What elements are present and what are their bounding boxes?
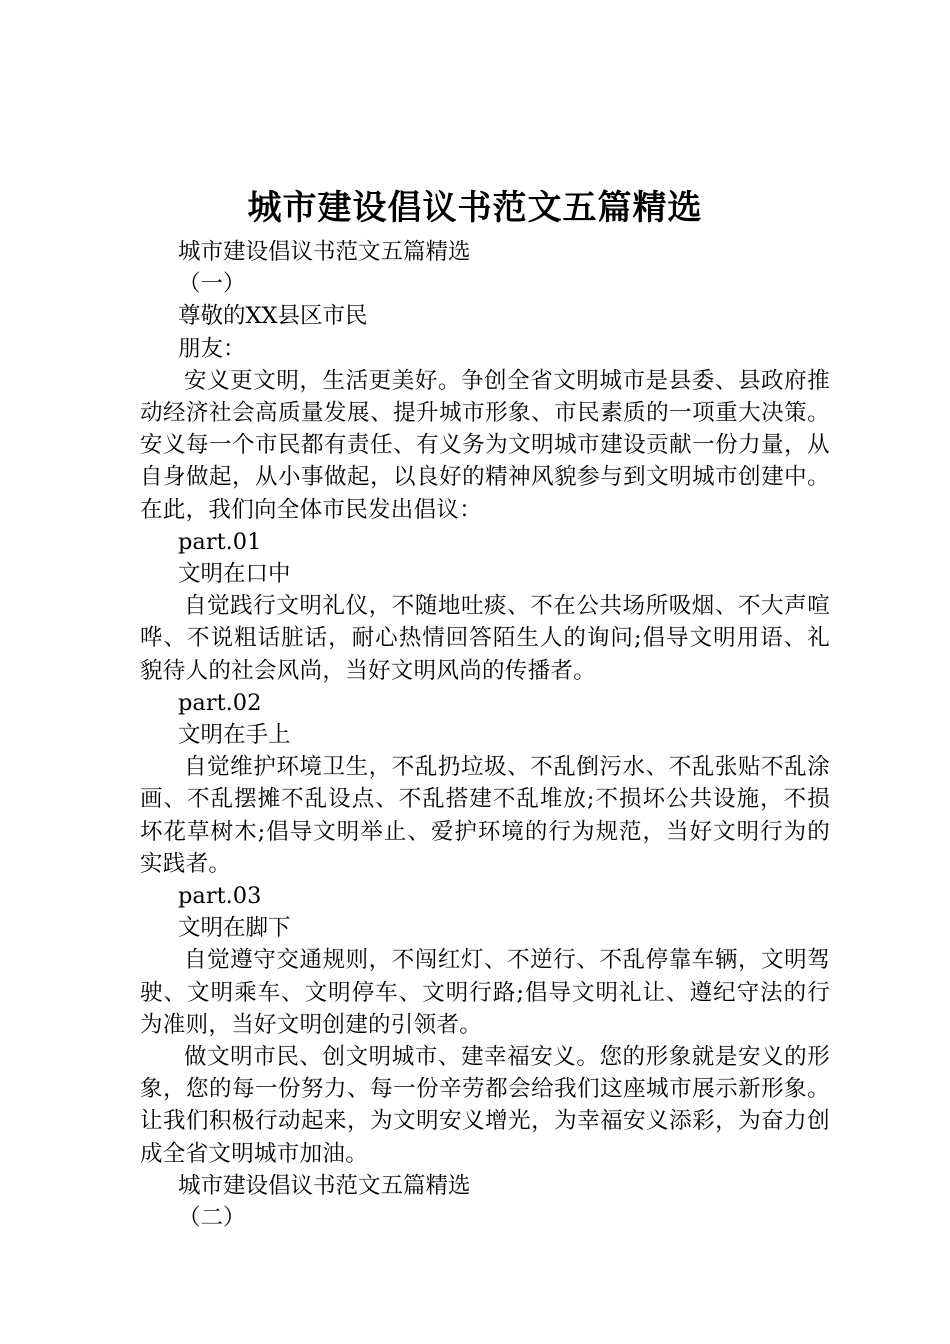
- salutation-line: 尊敬的XX县区市民: [178, 303, 368, 330]
- paragraph-intro: 安义更文明，生活更美好。争创全省文明城市是县委、县政府推动经济社会高质量发展、提升城市形象、市民素质的一项重大决策。安义每一个市民都有责任、有义务为文明城市建设贡献一份力量，从自身做起，从小事做起，以良好的精神风貌参与到文明城市创建中。在此，我们向全体市民发出倡议：: [140, 367, 830, 523]
- part-heading: 文明在口中: [178, 561, 291, 588]
- subtitle-line: 城市建设倡议书范文五篇精选: [178, 239, 471, 265]
- salutation-line: 朋友：: [178, 335, 246, 362]
- part-heading: 文明在脚下: [178, 915, 291, 942]
- subtitle-line: 城市建设倡议书范文五篇精选: [178, 1172, 471, 1199]
- part-label: part.01: [178, 528, 262, 555]
- part-label: part.02: [178, 689, 262, 716]
- document-title: 城市建设倡议书范文五篇精选: [247, 188, 703, 228]
- section-number: （二）: [178, 1205, 246, 1232]
- document-body: [140, 236, 830, 1234]
- paragraph-part-02: 自觉维护环境卫生，不乱扔垃圾、不乱倒污水、不乱张贴不乱涂画、不乱摆摊不乱设点、不乱搭建不乱堆放;不损坏公共设施，不损坏花草树木;倡导文明举止、爱护环境的行为规范，当好文明行为的实践者。: [140, 754, 830, 877]
- part-heading: 文明在手上: [178, 722, 291, 749]
- section-number: （一）: [178, 271, 246, 298]
- paragraph-part-03: 自觉遵守交通规则，不闯红灯、不逆行、不乱停靠车辆，文明驾驶、文明乘车、文明停车、文明行路;倡导文明礼让、遵纪守法的行为准则，当好文明创建的引领者。: [140, 947, 830, 1038]
- paragraph-part-01: 自觉践行文明礼仪，不随地吐痰、不在公共场所吸烟、不大声喧哗、不说粗话脏话，耐心热情回答陌生人的询问;倡导文明用语、礼貌待人的社会风尚，当好文明风尚的传播者。: [140, 593, 830, 684]
- part-label: part.03: [178, 883, 262, 910]
- paragraph-closing: 做文明市民、创文明城市、建幸福安义。您的形象就是安义的形象，您的每一份努力、每一份辛劳都会给我们这座城市展示新形象。让我们积极行动起来，为文明安义增光，为幸福安义添彩，为奋力创成全省文明城市加油。: [140, 1044, 830, 1167]
